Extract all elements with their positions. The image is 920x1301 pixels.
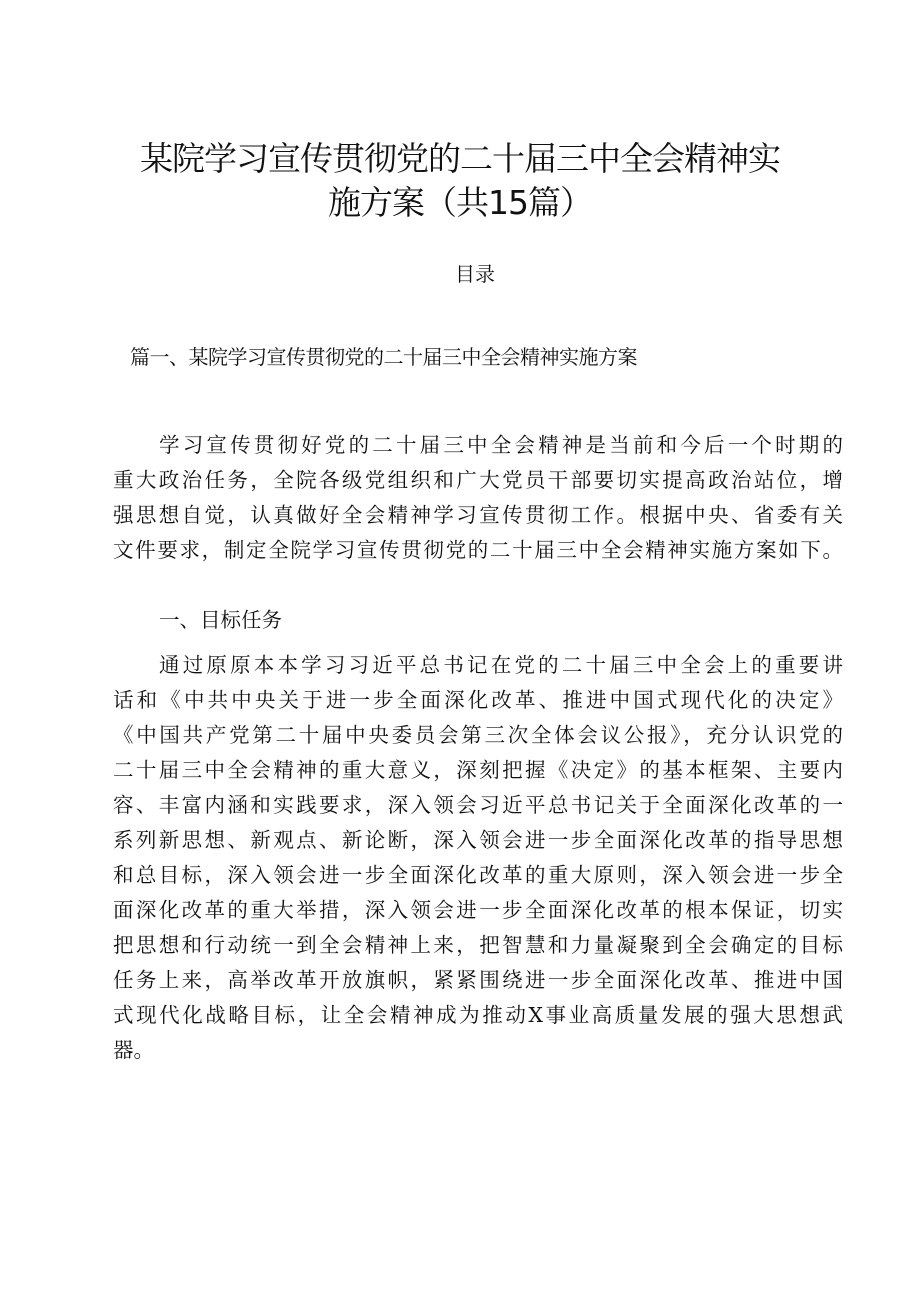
paragraph-line: 式现代化战略目标，让全会精神成为推动X事业高质量发展的强大思想武 <box>113 1003 843 1027</box>
document-title-line-1: 某院学习宣传贯彻党的二十届三中全会精神实 <box>140 139 780 178</box>
paragraph-line: 通过原原本本学习习近平总书记在党的二十届三中全会上的重要讲 <box>159 653 843 677</box>
paragraph-line: 器。 <box>113 1038 154 1062</box>
paragraph-line: 系列新思想、新观点、新论断，深入领会进一步全面深化改革的指导思想 <box>113 828 843 852</box>
paragraph-line: 任务上来，高举改革开放旗帜，紧紧围绕进一步全面深化改革、推进中国 <box>113 968 843 992</box>
paragraph-line: 文件要求，制定全院学习宣传贯彻党的二十届三中全会精神实施方案如下。 <box>113 538 843 562</box>
toc-heading: 目录 <box>455 262 495 286</box>
section-heading-1: 一、目标任务 <box>159 608 282 632</box>
paragraph-line: 把思想和行动统一到全会精神上来，把智慧和力量凝聚到全会确定的目标 <box>113 933 843 957</box>
document-title-line-2: 施方案（共15篇） <box>328 183 592 222</box>
paragraph-line: 学习宣传贯彻好党的二十届三中全会精神是当前和今后一个时期的 <box>159 433 843 457</box>
intro-paragraph <box>113 428 843 568</box>
paragraph-line: 《中国共产党第二十届中央委员会第三次全体会议公报》，充分认识党的 <box>113 723 843 747</box>
paragraph-line: 二十届三中全会精神的重大意义，深刻把握《决定》的基本框架、主要内 <box>113 758 843 782</box>
paragraph-line: 话和《中共中央关于进一步全面深化改革、推进中国式现代化的决定》 <box>113 688 843 712</box>
paragraph-line: 强思想自觉，认真做好全会精神学习宣传贯彻工作。根据中央、省委有关 <box>113 503 843 527</box>
toc-item-1: 篇一、某院学习宣传贯彻党的二十届三中全会精神实施方案 <box>130 345 637 369</box>
paragraph-line: 容、丰富内涵和实践要求，深入领会习近平总书记关于全面深化改革的一 <box>113 793 843 817</box>
paragraph-line: 面深化改革的重大举措，深入领会进一步全面深化改革的根本保证，切实 <box>113 898 843 922</box>
paragraph-line: 和总目标，深入领会进一步全面深化改革的重大原则，深入领会进一步全 <box>113 863 843 887</box>
section-1-paragraph <box>113 648 843 1068</box>
paragraph-line: 重大政治任务，全院各级党组织和广大党员干部要切实提高政治站位，增 <box>113 468 843 492</box>
